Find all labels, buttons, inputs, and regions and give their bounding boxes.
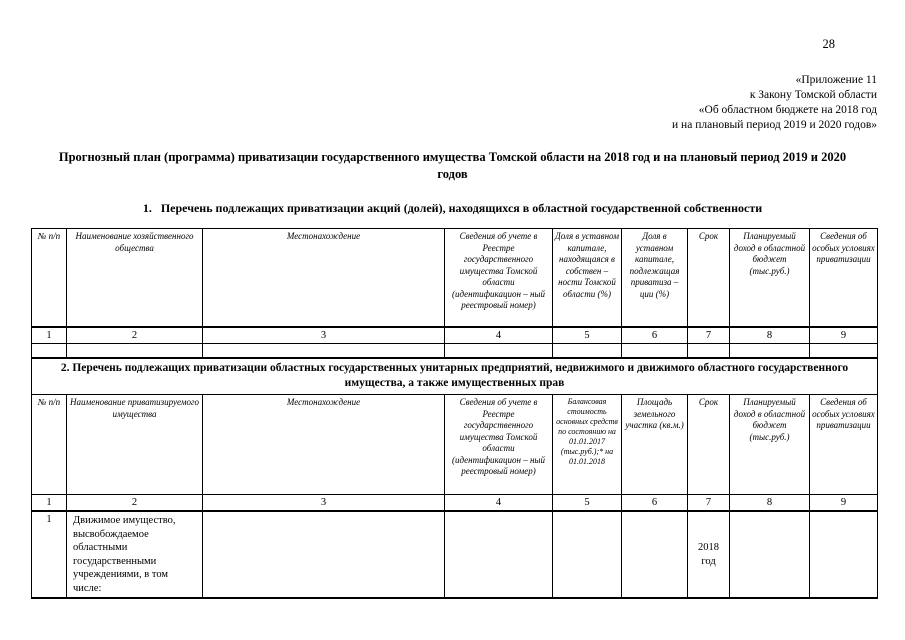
section-1-number: 1. — [142, 201, 152, 215]
column-number: 1 — [32, 495, 67, 512]
column-number: 1 — [32, 327, 67, 344]
empty-cell — [203, 344, 445, 359]
table1-header-row — [32, 229, 878, 328]
conditions-cell — [810, 511, 878, 598]
table2-col-header-book-value: Балансовая стоимость основных средств по состоянию на 01.01.2017 (тыс.руб.);* на 01.01.2018 — [553, 395, 622, 495]
table2-col-header-term: Срок — [688, 395, 730, 495]
table2-number-row — [32, 495, 878, 512]
appendix-line: к Закону Томской области — [749, 89, 877, 101]
book-value-cell — [553, 511, 622, 598]
document-title: Прогнозный план (программа) приватизации государственного имущества Томской области на 2018 год и на плановый период 2019 и 2020 годов — [58, 150, 847, 181]
column-number: 7 — [688, 495, 730, 512]
empty-cell — [730, 344, 810, 359]
column-number: 8 — [730, 327, 810, 344]
table2-col-header-registry: Сведения об учете в Реестре государственного имущества Томской области (идентификацион – ный реестровый номер) — [445, 395, 553, 495]
column-number: 6 — [622, 495, 688, 512]
table2-col-header-land-area: Площадь земельного участка (кв.м.) — [622, 395, 688, 495]
appendix-line: «Об областном бюджете на 2018 год — [698, 104, 877, 116]
table1-number-row — [32, 327, 878, 344]
empty-cell — [67, 344, 203, 359]
location-cell — [203, 511, 445, 598]
appendix-reference-block — [672, 73, 877, 133]
table1-col-header-share-privatized: Доля в уставном капитале, подлежащая приватиза – ции (%) — [622, 229, 688, 328]
column-number: 4 — [445, 495, 553, 512]
empty-cell — [622, 344, 688, 359]
table1-col-header-num: № п/п — [32, 229, 67, 328]
section-1-text: Перечень подлежащих приватизации акций (долей), находящихся в областной государственной собственности — [160, 201, 763, 215]
column-number: 4 — [445, 327, 553, 344]
table1-col-header-registry: Сведения об учете в Реестре государственного имущества Томской области (идентификацион – ный реестровый номер) — [445, 229, 553, 328]
column-number: 7 — [688, 327, 730, 344]
table1-col-header-conditions: Сведения об особых условиях приватизации — [810, 229, 878, 328]
column-number: 2 — [67, 495, 203, 512]
column-number: 9 — [810, 327, 878, 344]
empty-cell — [688, 344, 730, 359]
column-number: 9 — [810, 495, 878, 512]
table2-col-header-income: Планируемый доход в областной бюджет (тыс.руб.) — [730, 395, 810, 495]
column-number: 3 — [203, 327, 445, 344]
column-number: 3 — [203, 495, 445, 512]
empty-cell — [553, 344, 622, 359]
property-name-cell: Движимое имущество, высвобождаемое областными государственными учреждениями, в том числе: — [67, 511, 203, 598]
table2-col-header-conditions: Сведения об особых условиях приватизации — [810, 395, 878, 495]
appendix-line: «Приложение 11 — [795, 74, 877, 86]
table2-col-header-location: Местонахождение — [203, 395, 445, 495]
appendix-line: и на плановый период 2019 и 2020 годов» — [672, 119, 877, 131]
page-number: 28 — [822, 37, 835, 51]
column-number: 6 — [622, 327, 688, 344]
privatization-table — [31, 228, 878, 599]
income-cell — [730, 511, 810, 598]
empty-cell — [32, 344, 67, 359]
term-cell: 2018 год — [688, 511, 730, 598]
land-area-cell — [622, 511, 688, 598]
column-number: 5 — [553, 495, 622, 512]
registry-cell — [445, 511, 553, 598]
table1-col-header-name: Наименование хозяйственного общества — [67, 229, 203, 328]
column-number: 8 — [730, 495, 810, 512]
column-number: 2 — [67, 327, 203, 344]
empty-cell — [445, 344, 553, 359]
table1-col-header-income: Планируемый доход в областной бюджет (тыс.руб.) — [730, 229, 810, 328]
table2-col-header-name: Наименование приватизируемого имущества — [67, 395, 203, 495]
table1-col-header-share-owned: Доля в уставном капитале, находящаяся в собствен – ности Томской области (%) — [553, 229, 622, 328]
table1-col-header-term: Срок — [688, 229, 730, 328]
empty-cell — [810, 344, 878, 359]
section-2-heading-row — [32, 358, 878, 395]
table2-data-row — [32, 511, 878, 598]
table2-col-header-num: № п/п — [32, 395, 67, 495]
section-1-heading — [0, 201, 905, 216]
table1-col-header-location: Местонахождение — [203, 229, 445, 328]
column-number: 5 — [553, 327, 622, 344]
section-2-heading: 2. Перечень подлежащих приватизации областных государственных унитарных предприятий, недвижимого и движимого областного государственного имущества, а также имущественных прав — [32, 358, 878, 395]
table1-empty-row — [32, 344, 878, 359]
table2-header-row — [32, 395, 878, 495]
row-number-cell: 1 — [32, 511, 67, 598]
